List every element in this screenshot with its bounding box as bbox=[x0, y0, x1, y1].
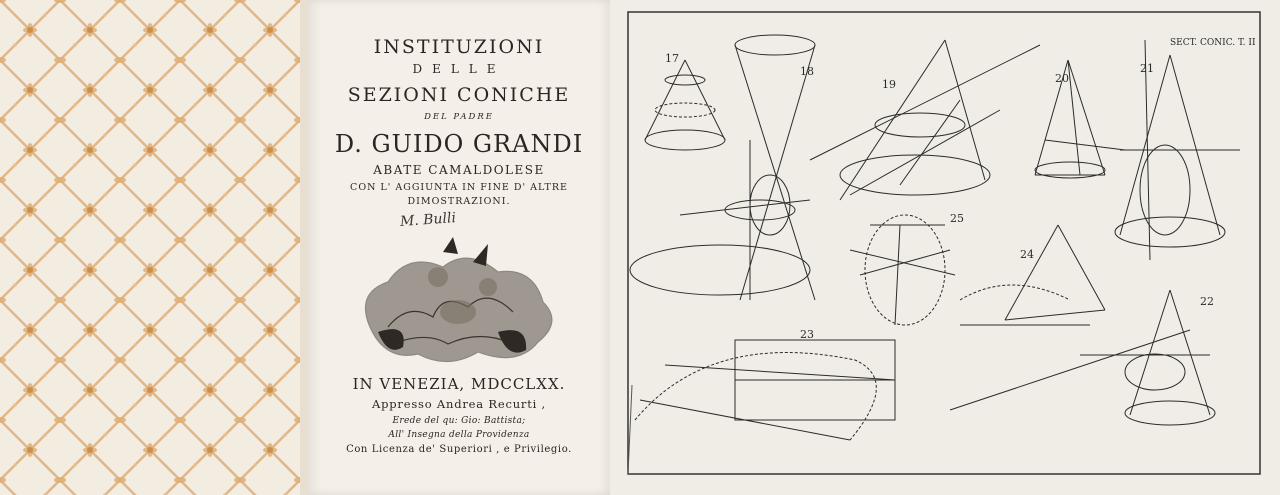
title-page bbox=[308, 0, 610, 495]
fig-21: 21 bbox=[1140, 62, 1154, 75]
figure-17 bbox=[645, 60, 725, 150]
title-line-2: DELLE bbox=[412, 62, 506, 76]
marbled-pattern bbox=[0, 0, 308, 495]
author-name: D. GUIDO GRANDI bbox=[334, 130, 584, 158]
figure-19 bbox=[810, 40, 1040, 200]
addition-line-2: DIMOSTRAZIONI. bbox=[407, 196, 511, 207]
figure-25 bbox=[850, 215, 955, 325]
fig-17: 17 bbox=[665, 52, 679, 65]
addition-line-1: CON L' AGGIUNTA IN FINE D' ALTRE bbox=[350, 182, 568, 193]
plate-header: SECT. CONIC. T. II bbox=[1170, 38, 1256, 48]
title-line-4: DEL PADRE bbox=[424, 112, 494, 122]
figure-21 bbox=[1115, 40, 1240, 260]
engraved-plate bbox=[610, 0, 1280, 495]
fig-24: 24 bbox=[1020, 248, 1034, 261]
imprint-license: Con Licenza de' Superiori , e Privilegio. bbox=[346, 444, 572, 455]
figure-23 bbox=[635, 340, 895, 440]
author-title: ABATE CAMALDOLESE bbox=[373, 163, 545, 177]
imprint-heirs: Erede del qu: Gio: Battista; bbox=[392, 416, 526, 426]
fig-23: 23 bbox=[800, 328, 814, 341]
cherub-vignette bbox=[348, 232, 570, 372]
figure-18 bbox=[630, 35, 815, 300]
imprint-publisher: Appresso Andrea Recurti , bbox=[371, 397, 547, 411]
fig-25: 25 bbox=[950, 212, 964, 225]
title-line-1: INSTITUZIONI bbox=[373, 36, 545, 58]
fig-19: 19 bbox=[882, 78, 896, 91]
imprint-sign: All' Insegna della Providenza bbox=[388, 430, 530, 440]
figure-20 bbox=[1035, 60, 1125, 178]
plate-border bbox=[628, 12, 1260, 474]
imprint-place: IN VENEZIA, MDCCLXX. bbox=[352, 375, 566, 393]
fig-22: 22 bbox=[1200, 295, 1214, 308]
handwritten-signature: M. Bulli bbox=[399, 210, 457, 230]
fig-20: 20 bbox=[1055, 72, 1069, 85]
marbled-cover bbox=[0, 0, 308, 495]
figure-24 bbox=[960, 225, 1105, 325]
fig-18: 18 bbox=[800, 65, 814, 78]
title-line-3: SEZIONI CONICHE bbox=[347, 84, 571, 106]
conic-figures bbox=[610, 0, 1280, 495]
figure-22 bbox=[950, 290, 1215, 425]
